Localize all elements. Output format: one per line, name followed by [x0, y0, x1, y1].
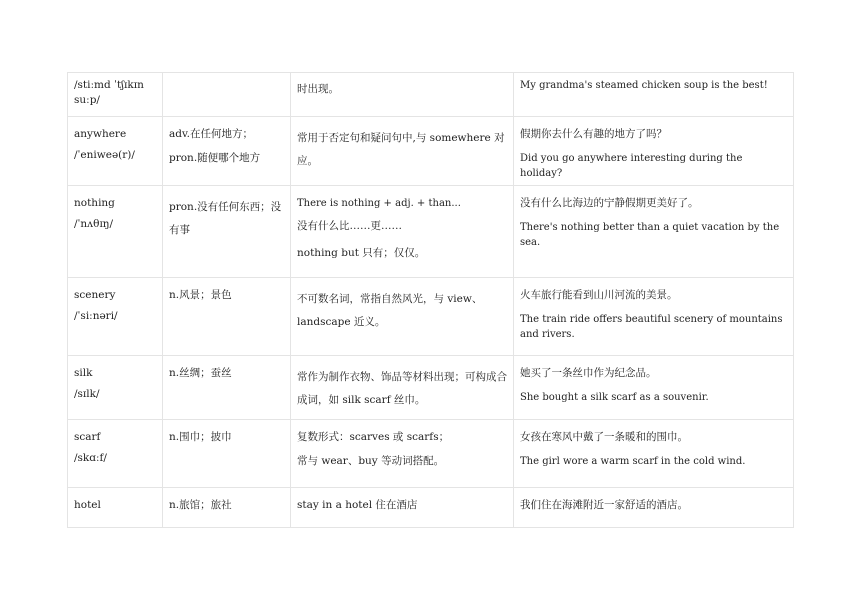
word-text: silk: [74, 367, 93, 379]
usage-text: stay in a hotel 住在酒店: [297, 499, 418, 511]
usage-text: 没有什么比……更……: [297, 220, 402, 232]
usage-cell: [291, 420, 514, 488]
example-cell: [514, 73, 794, 117]
usage-cell: [291, 186, 514, 278]
usage-text: 常作为制作衣物、饰品等材料出现；可构成合成词，如 silk scarf 丝巾。: [297, 371, 507, 406]
example-zh: 假期你去什么有趣的地方了吗？: [520, 128, 667, 140]
meaning-cell: [163, 278, 291, 356]
example-en: The train ride offers beautiful scenery of mountains and rivers.: [520, 314, 783, 340]
example-en: My grandma's steamed chicken soup is the best!: [520, 80, 768, 91]
word-cell: [68, 488, 163, 528]
phonetic-text: /ˈnʌθɪŋ/: [74, 218, 114, 230]
usage-text: 常用于否定句和疑问句中,与 somewhere 对应。: [297, 132, 505, 167]
example-zh: 她买了一条丝巾作为纪念品。: [520, 367, 657, 379]
example-cell: [514, 356, 794, 420]
table-row: [68, 420, 794, 488]
example-en: There's nothing better than a quiet vacation by the sea.: [520, 222, 780, 248]
example-cell: [514, 117, 794, 186]
usage-cell: [291, 117, 514, 186]
example-cell: [514, 278, 794, 356]
usage-text: 常与 wear、buy 等动词搭配。: [297, 455, 445, 467]
usage-text: 时出现。: [297, 83, 339, 95]
usage-cell: [291, 73, 514, 117]
table-row: [68, 356, 794, 420]
meaning-cell: [163, 73, 291, 117]
usage-cell: [291, 356, 514, 420]
meaning-text: n.丝绸；蚕丝: [169, 367, 232, 379]
word-cell: [68, 420, 163, 488]
example-zh: 女孩在寒风中戴了一条暖和的围巾。: [520, 431, 688, 443]
example-zh: 火车旅行能看到山川河流的美景。: [520, 289, 678, 301]
meaning-text: pron.没有任何东西；没有事: [169, 201, 282, 236]
example-en: The girl wore a warm scarf in the cold wind.: [520, 456, 746, 467]
word-text: nothing: [74, 197, 115, 209]
usage-cell: [291, 488, 514, 528]
example-cell: [514, 186, 794, 278]
example-en: Did you go anywhere interesting during the holiday?: [520, 153, 743, 179]
word-text: scenery: [74, 289, 116, 301]
word-cell: [68, 117, 163, 186]
meaning-text: adv.在任何地方；: [169, 128, 254, 140]
meaning-cell: [163, 356, 291, 420]
usage-text: There is nothing + adj. + than...: [297, 198, 461, 209]
usage-text: 不可数名词，常指自然风光，与 view、landscape 近义。: [297, 293, 483, 328]
word-cell: [68, 186, 163, 278]
phonetic-text: /skɑːf/: [74, 452, 107, 464]
meaning-text: n.旅馆；旅社: [169, 499, 232, 511]
word-cell: [68, 278, 163, 356]
table-row: [68, 73, 794, 117]
phonetic-text: /ˈeniweə(r)/: [74, 149, 135, 161]
example-zh: 我们住在海滩附近一家舒适的酒店。: [520, 499, 688, 511]
word-text: scarf: [74, 431, 101, 443]
phonetic-text: /sɪlk/: [74, 388, 100, 400]
example-cell: [514, 488, 794, 528]
phonetic-text: /stiːmd ˈtʃɪkɪn suːp/: [74, 79, 144, 106]
usage-text: 复数形式：scarves 或 scarfs；: [297, 431, 450, 443]
meaning-text: n.围巾；披巾: [169, 431, 232, 443]
meaning-cell: [163, 488, 291, 528]
word-text: anywhere: [74, 128, 127, 140]
word-cell: [68, 356, 163, 420]
usage-text: nothing but 只有；仅仅。: [297, 247, 426, 259]
table-row: [68, 186, 794, 278]
meaning-cell: [163, 117, 291, 186]
meaning-cell: [163, 186, 291, 278]
example-zh: 没有什么比海边的宁静假期更美好了。: [520, 197, 699, 209]
word-text: hotel: [74, 499, 101, 511]
phonetic-text: /ˈsiːnəri/: [74, 310, 118, 322]
meaning-text: n.风景；景色: [169, 289, 232, 301]
example-en: She bought a silk scarf as a souvenir.: [520, 392, 709, 403]
table-row: [68, 278, 794, 356]
example-cell: [514, 420, 794, 488]
word-cell: [68, 73, 163, 117]
usage-cell: [291, 278, 514, 356]
meaning-cell: [163, 420, 291, 488]
table-row: [68, 117, 794, 186]
meaning-text: pron.随便哪个地方: [169, 152, 261, 164]
vocabulary-table: [67, 72, 794, 528]
table-row: [68, 488, 794, 528]
